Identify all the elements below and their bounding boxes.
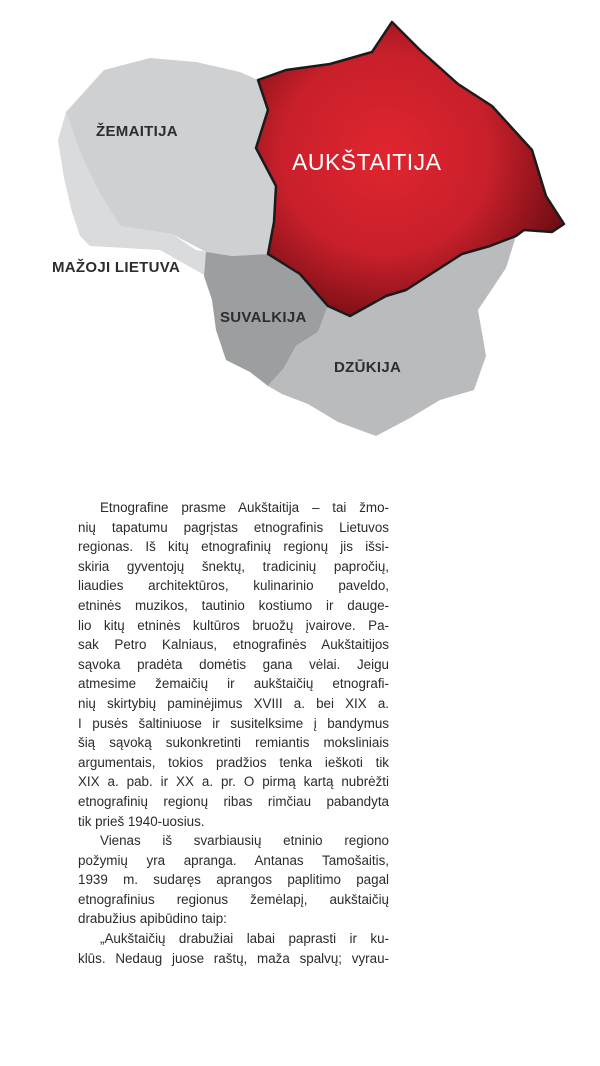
text-line: liaudies architektūros, kulinarinio paveldo, <box>78 578 389 594</box>
text-line: 1939 m. sudaręs aprangos paplitimo pagal <box>78 872 389 888</box>
text-line: lio kitų etninės kultūros bruožų įvairove. Pa- <box>78 617 389 633</box>
text-line: nių tapatumu pagrįstas etnografinis Lietuvos <box>78 519 389 535</box>
text-line: etnografinius regionus žemėlapį, aukštaičių <box>78 891 389 907</box>
text-line: atmesime žemaičių ir aukštaičių etnografi- <box>78 676 389 692</box>
text-line: požymių yra apranga. Antanas Tamošaitis, <box>78 852 389 868</box>
text-line: regionas. Iš kitų etnografinių regionų jis išsi- <box>78 539 389 555</box>
lithuania-ethnographic-regions-map <box>0 0 600 450</box>
text-line: Etnografine prasme Aukštaitija – tai žmo- <box>100 500 389 515</box>
text-line: šią sąvoką sukonkretinti remiantis moksliniais <box>78 735 389 751</box>
text-line: Vienas iš svarbiausių etninio regiono <box>100 833 389 849</box>
text-line: drabužius apibūdino taip: <box>78 911 227 927</box>
text-line: argumentais, tokios pradžios tenka ieškoti tik <box>78 754 389 770</box>
body-text <box>78 498 389 968</box>
text-line: klūs. Nedaug juose raštų, maža spalvų; vyrau- <box>78 950 389 966</box>
text-line: I pusės šaltiniuose ir susitelksime į bandymus <box>78 715 389 731</box>
text-line: etnografinių regionų ribas rimčiau pabandyta <box>78 793 389 809</box>
text-line: sąvoka pradėta domėtis gana vėlai. Jeigu <box>78 656 389 672</box>
text-line: nių skirtybių paminėjimus XVIII a. bei XIX a. <box>78 695 389 711</box>
text-line: skiria gyventojų šnektų, tradicinių papročių, <box>78 558 389 574</box>
label-zemaitija: ŽEMAITIJA <box>96 123 178 140</box>
label-dzukija: DZŪKIJA <box>334 359 402 376</box>
text-line: tik prieš 1940-uosius. <box>78 813 205 829</box>
text-line: etninės muzikos, tautinio kostiumo ir dauge- <box>78 597 389 613</box>
label-aukstaitija: AUKŠTAITIJA <box>292 149 442 175</box>
text-line: sak Petro Kalniaus, etnografinės Aukštaitijos <box>78 637 389 653</box>
text-line: „Aukštaičių drabužiai labai paprasti ir ku- <box>100 931 389 947</box>
text-line: XIX a. pab. ir XX a. pr. O pirmą kartą nubrėžti <box>78 774 389 790</box>
label-mazoji-lietuva: MAŽOJI LIETUVA <box>52 259 181 276</box>
label-suvalkija: SUVALKIJA <box>220 309 307 326</box>
